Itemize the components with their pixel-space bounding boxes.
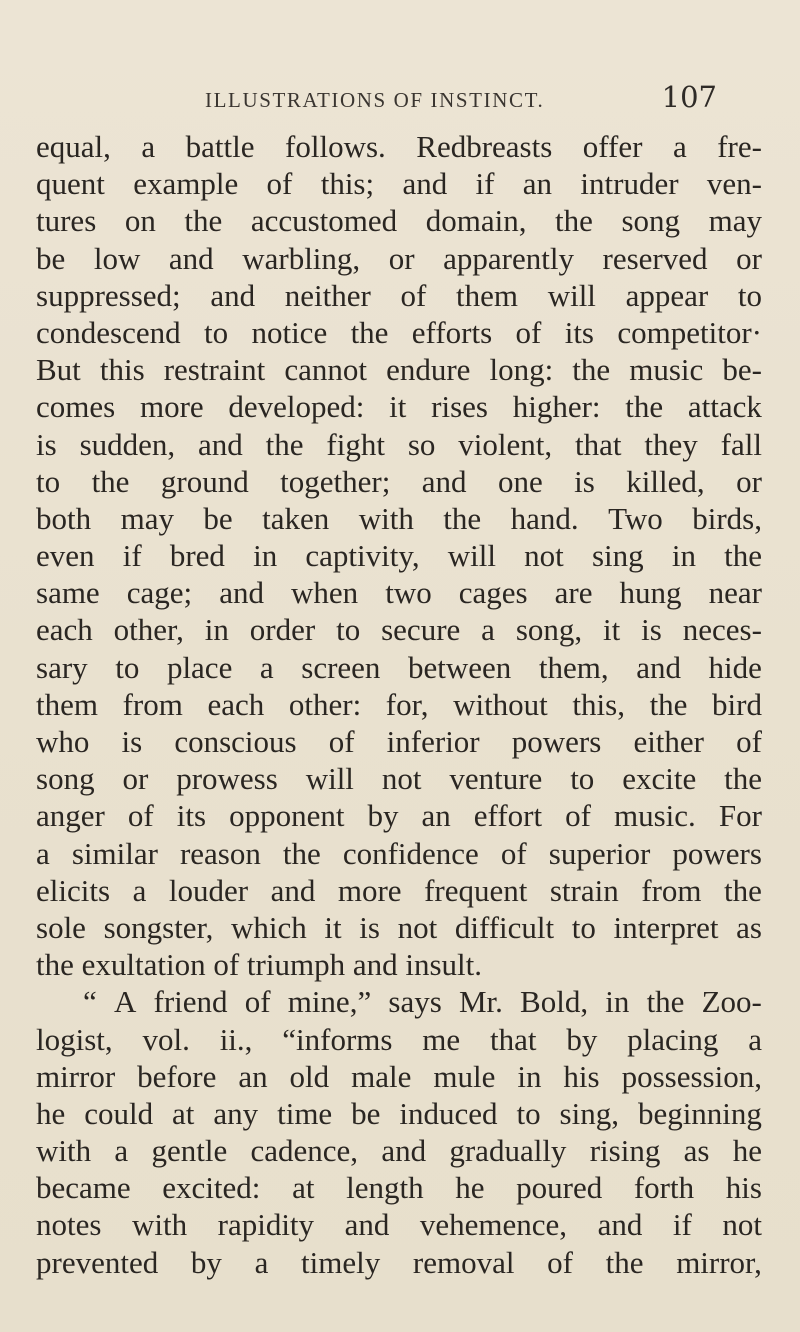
text-line: sary to place a screen between them, and hide xyxy=(36,649,762,685)
text-line: logist, vol. ii., “informs me that by placing a xyxy=(36,1021,762,1057)
text-line: condescend to notice the efforts of its competitor· xyxy=(36,314,762,350)
body-text xyxy=(36,128,762,1281)
text-line: elicits a louder and more frequent strain from the xyxy=(36,872,762,908)
text-line: even if bred in captivity, will not sing in the xyxy=(36,538,762,574)
running-head-title: ILLUSTRATIONS OF INSTINCT. xyxy=(205,88,545,112)
running-head xyxy=(205,80,725,120)
text-line: each other, in order to secure a song, it is neces- xyxy=(36,612,762,648)
text-line: be low and warbling, or apparently reserved or xyxy=(36,240,762,276)
page-number: 107 xyxy=(661,80,717,114)
text-line-paragraph-start: “ A friend of mine,” says Mr. Bold, in the Zoo- xyxy=(83,984,762,1020)
text-line: tures on the accustomed domain, the song may xyxy=(36,203,762,239)
text-line: is sudden, and the fight so violent, that they fall xyxy=(36,426,762,462)
text-line: But this restraint cannot endure long: the music be- xyxy=(36,352,762,388)
text-line: suppressed; and neither of them will appear to xyxy=(36,277,762,313)
text-line: mirror before an old male mule in his possession, xyxy=(36,1058,762,1094)
text-line: a similar reason the confidence of superior powers xyxy=(36,835,762,871)
text-line: quent example of this; and if an intruder ven- xyxy=(36,166,762,202)
text-line: with a gentle cadence, and gradually rising as he xyxy=(36,1133,762,1169)
text-line-paragraph-end: the exultation of triumph and insult. xyxy=(36,947,482,983)
text-line: became excited: at length he poured forth his xyxy=(36,1170,762,1206)
text-line: them from each other: for, without this, the bird xyxy=(36,686,762,722)
text-line: same cage; and when two cages are hung near xyxy=(36,575,762,611)
text-line: prevented by a timely removal of the mirror, xyxy=(36,1244,762,1280)
text-line: sole songster, which it is not difficult to interpret as xyxy=(36,909,762,945)
text-line: who is conscious of inferior powers either of xyxy=(36,724,762,759)
text-line: to the ground together; and one is killed, or xyxy=(36,463,762,499)
text-line: both may be taken with the hand. Two birds, xyxy=(36,500,762,536)
text-line: equal, a battle follows. Redbreasts offer a fre- xyxy=(36,129,762,164)
text-line: he could at any time be induced to sing, beginning xyxy=(36,1095,762,1131)
text-line: song or prowess will not venture to excite the xyxy=(36,761,762,797)
text-line: anger of its opponent by an effort of music. For xyxy=(36,798,762,834)
text-line: comes more developed: it rises higher: the attack xyxy=(36,389,762,425)
text-line: notes with rapidity and vehemence, and if not xyxy=(36,1207,762,1243)
